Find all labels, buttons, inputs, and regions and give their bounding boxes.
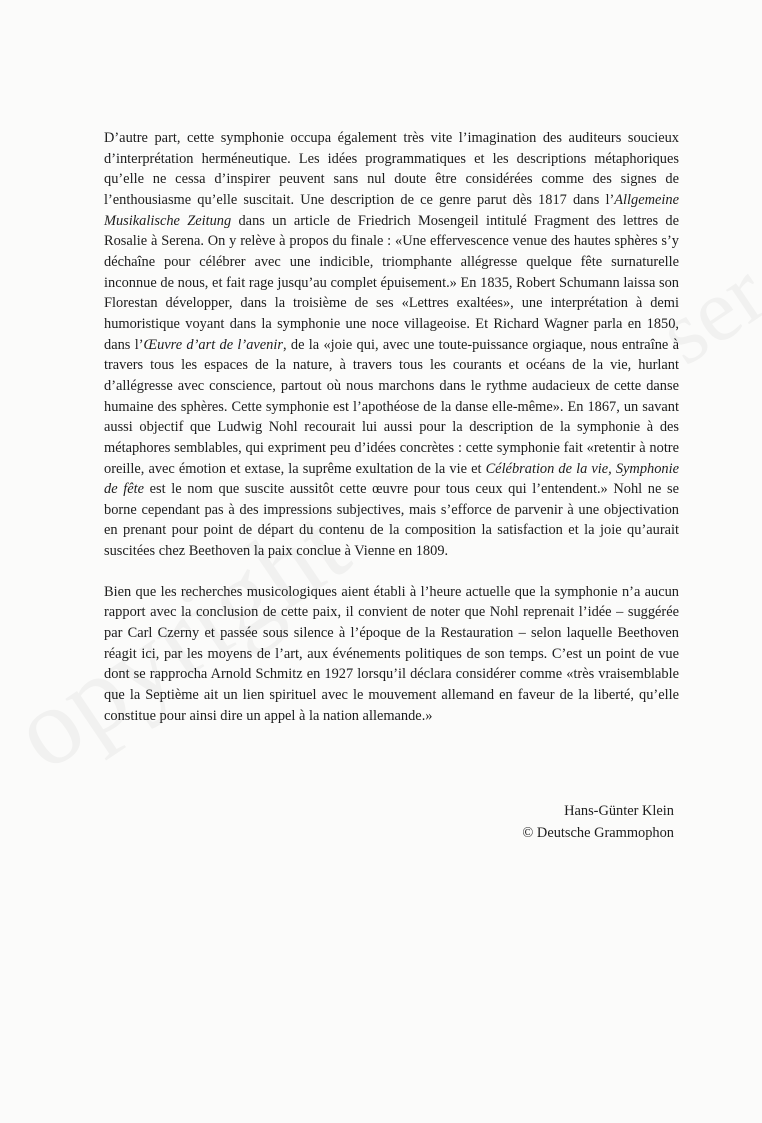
paragraph-2: Bien que les recherches musicologiques aient établi à l’heure actuelle que la symphonie n’a aucun rapport avec la conclusion de cette paix, il convient de noter que Nohl reprenait l’idée – suggérée par Carl Czerny et passée sous silence à l’époque de la Restauration – selon laquelle Beethoven réagit ici, par les moyens de l’art, aux événements politiques de son temps. C’est un point de vue dont se rapprocha Arnold Schmitz en 1927 lorsqu’il déclara considérer comme «très vraisemblable que la Septième ait un lien spirituel avec le mouvement allemand en faveur de la liberté, qu’elle constitue pour ainsi dire un appel à la nation allemande.» xyxy=(104,583,679,724)
text-run: est le nom que suscite aussitôt cette œuvre pour tous ceux qui l’entendent.» Nohl ne se borne cependant pas à des impressions subjectives, mais s’efforce de parvenir à une objectivation en prenant pour point de départ du contenu de la composition la satisfaction et la joie qu’aurait suscitées chez Beethoven la paix conclue à Vienne en 1809. xyxy=(104,481,679,560)
text-run: , de la «joie qui, avec une toute-puissance orgiaque, nous entraîne à travers tous les espaces de la nature, à travers tous les courants et océans de la vie, hurlant d’allégresse avec conscience, partout où nous marchons dans le rythme audacieux de cette danse humaine des sphères. Cette symphonie est l’apothéose de la danse elle-même». En 1867, un savant aussi objectif que Ludwig Nohl recourait lui aussi pour la description de la symphonie à des métaphores semblables, qui expriment peu d’idées concrètes : cette symphonie fait «retentir à notre oreille, avec émotion et extase, la suprême exultation de la vie et xyxy=(104,336,679,477)
italic-title: Allgemeine Musikalische Zeitung xyxy=(104,191,679,229)
text-run: D’autre part, cette symphonie occupa également très vite l’imagination des auditeurs soucieux d’interprétation herméneutique. Les idées programmatiques et les descriptions métaphoriques qu’elle ne cessa d’inspirer peuvent sans nul doute être considérées comme des signes de l’enthousiasme qu’elle suscitait. Une description de ce genre parut dès 1817 dans l’ xyxy=(104,130,679,208)
text-run: dans un article de Friedrich Mosengeil intitulé Fragment des lettres de Rosalie à Serena. On y relève à propos du finale : «Une effervescence venue des hautes sphères s’y déchaîne pour célébrer avec une indicible, triomphante allégresse quelque fête surnaturelle inconnue de nous, et fait rage jusqu’au complet épuisement.» En 1835, Robert Schumann laissa son Florestan développer, dans la troisième de ses «Lettres exaltées», une interprétation à demi humoristique voyant dans la symphonie une noce villageoise. Et Richard Wagner parla en 1850, dans l’ xyxy=(104,212,679,353)
author-name: Hans-Günter Klein xyxy=(564,803,674,819)
italic-title: Célébration de la vie, Symphonie de fête xyxy=(104,460,679,498)
copyright-line: © Deutsche Grammophon xyxy=(522,825,674,841)
paragraph-1 xyxy=(104,128,679,562)
signature-block xyxy=(522,800,674,844)
text-column xyxy=(104,128,679,726)
italic-title: Œuvre d’art de l’avenir xyxy=(143,336,283,353)
